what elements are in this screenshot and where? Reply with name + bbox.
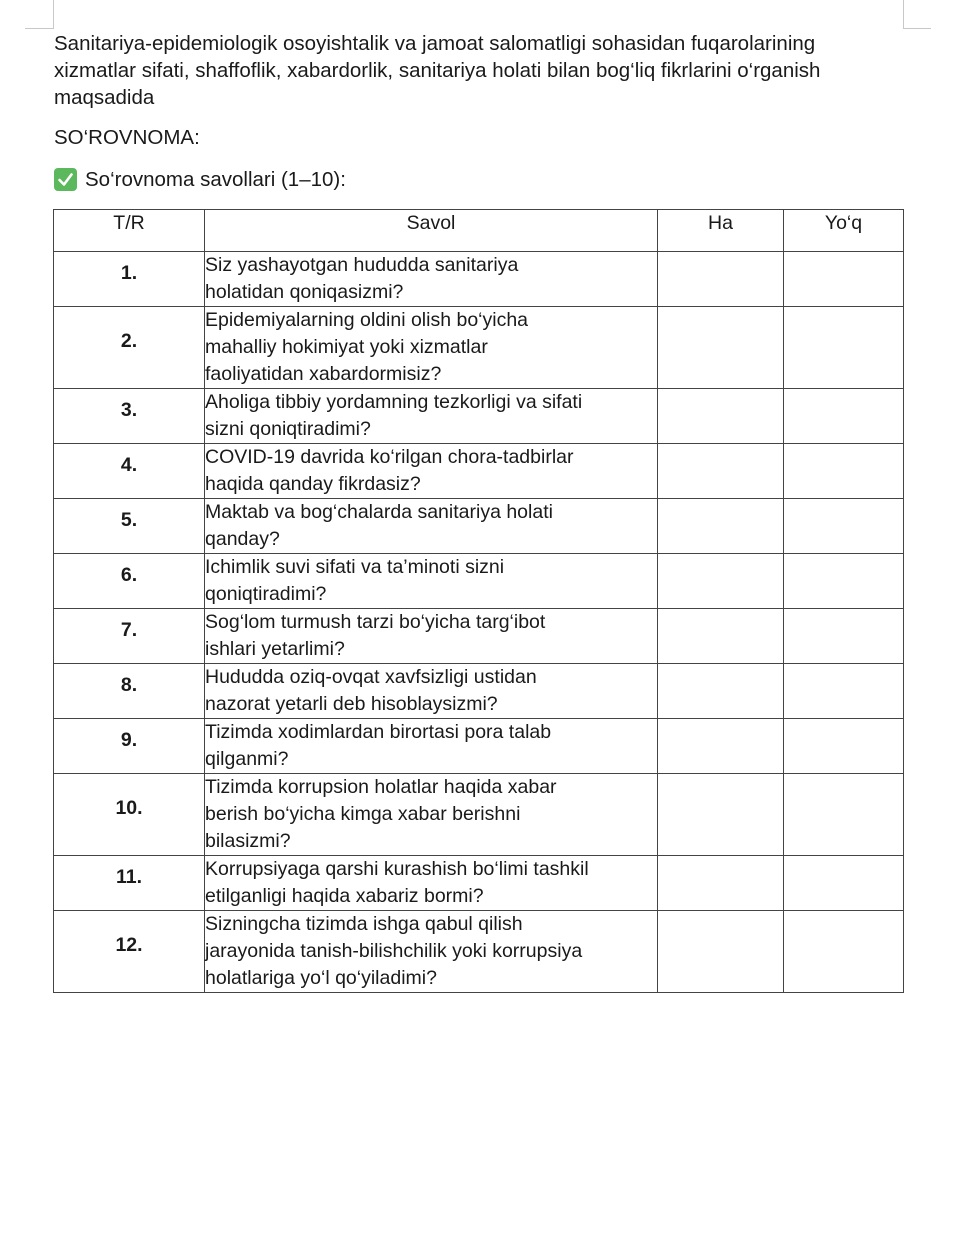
- question-line: qilganmi?: [205, 748, 289, 770]
- answer-no-cell[interactable]: [784, 609, 904, 664]
- row-number-text: 11.: [115, 865, 143, 888]
- answer-yes-cell[interactable]: [658, 609, 784, 664]
- table-row: [54, 307, 904, 389]
- row-number: [54, 252, 205, 307]
- table-row: [54, 389, 904, 444]
- row-number-text: 6.: [120, 563, 138, 586]
- question-line: holatidan qoniqasizmi?: [205, 281, 404, 303]
- heading-line: xizmatlar sifati, shaffoflik, xabardorlik, sanitariya holati bilan bog‘liq fikrlarini o‘rganish: [54, 59, 821, 82]
- question-line: Maktab va bog‘chalarda sanitariya holati: [205, 501, 553, 523]
- row-number-text: 3.: [120, 398, 138, 421]
- question-cell: [205, 389, 658, 444]
- page-corner-mark: [53, 0, 54, 28]
- row-number: [54, 664, 205, 719]
- header-yes: Ha: [658, 210, 784, 252]
- page-corner-mark: [903, 28, 931, 29]
- row-number-text: 9.: [120, 728, 138, 751]
- question-line: Tizimda korrupsion holatlar haqida xabar: [205, 776, 557, 798]
- answer-yes-cell[interactable]: [658, 911, 784, 993]
- answer-no-cell[interactable]: [784, 499, 904, 554]
- answer-yes-cell[interactable]: [658, 719, 784, 774]
- question-cell: [205, 609, 658, 664]
- question-line: Sizningcha tizimda ishga qabul qilish: [205, 913, 523, 935]
- question-line: Epidemiyalarning oldini olish bo‘yicha: [205, 309, 529, 331]
- question-line: nazorat yetarli deb hisoblaysizmi?: [205, 693, 498, 715]
- answer-yes-cell[interactable]: [658, 499, 784, 554]
- page-corner-mark: [903, 0, 904, 28]
- question-line: etilganligi haqida xabariz bormi?: [205, 885, 484, 907]
- question-cell: [205, 499, 658, 554]
- document-heading: [54, 30, 924, 111]
- question-line: jarayonida tanish-bilishchilik yoki korrupsiya: [205, 940, 583, 962]
- survey-table: [53, 209, 904, 993]
- question-cell: [205, 856, 658, 911]
- answer-yes-cell[interactable]: [658, 774, 784, 856]
- answer-no-cell[interactable]: [784, 664, 904, 719]
- row-number-text: 2.: [120, 330, 138, 352]
- question-line: haqida qanday fikrdasiz?: [205, 473, 421, 495]
- question-line: sizni qoniqtiradimi?: [205, 418, 371, 440]
- row-number: [54, 444, 205, 499]
- question-cell: [205, 719, 658, 774]
- question-line: mahalliy hokimiyat yoki xizmatlar: [205, 336, 488, 358]
- question-line: Tizimda xodimlardan birortasi pora talab: [205, 721, 552, 743]
- heading-line: maqsadida: [54, 86, 155, 109]
- table-row: [54, 554, 904, 609]
- table-row: [54, 774, 904, 856]
- row-number: [54, 499, 205, 554]
- answer-yes-cell[interactable]: [658, 444, 784, 499]
- row-number: [54, 856, 205, 911]
- answer-yes-cell[interactable]: [658, 389, 784, 444]
- section-title-text: So‘rovnoma savollari (1–10):: [85, 168, 346, 191]
- question-cell: [205, 664, 658, 719]
- table-row: [54, 856, 904, 911]
- header-no: Yo‘q: [784, 210, 904, 252]
- row-number-text: 1.: [120, 261, 138, 284]
- table-header-row: [54, 210, 904, 252]
- table-row: [54, 911, 904, 993]
- row-number: [54, 307, 205, 389]
- table-row: [54, 719, 904, 774]
- answer-no-cell[interactable]: [784, 307, 904, 389]
- table-row: [54, 499, 904, 554]
- question-cell: [205, 252, 658, 307]
- row-number: [54, 609, 205, 664]
- answer-yes-cell[interactable]: [658, 554, 784, 609]
- table-row: [54, 444, 904, 499]
- check-mark-button-icon: [54, 168, 77, 191]
- row-number-text: 8.: [120, 673, 138, 696]
- question-line: berish bo‘yicha kimga xabar berishni: [205, 803, 521, 825]
- row-number: [54, 554, 205, 609]
- question-cell: [205, 444, 658, 499]
- question-cell: [205, 911, 658, 993]
- answer-no-cell[interactable]: [784, 911, 904, 993]
- row-number: [54, 389, 205, 444]
- row-number: [54, 911, 205, 993]
- question-line: COVID-19 davrida ko‘rilgan chora-tadbirlar: [205, 446, 574, 468]
- answer-yes-cell[interactable]: [658, 856, 784, 911]
- table-row: [54, 252, 904, 307]
- survey-label: SO‘ROVNOMA:: [54, 126, 200, 149]
- answer-no-cell[interactable]: [784, 444, 904, 499]
- answer-yes-cell[interactable]: [658, 307, 784, 389]
- row-number: [54, 719, 205, 774]
- header-question: Savol: [205, 210, 658, 252]
- question-line: qoniqtiradimi?: [205, 583, 327, 605]
- question-line: bilasizmi?: [205, 830, 291, 852]
- question-line: Sog‘lom turmush tarzi bo‘yicha targ‘ibot: [205, 611, 546, 633]
- row-number-text: 12.: [115, 934, 143, 956]
- page-corner-mark: [25, 28, 54, 29]
- question-line: Aholiga tibbiy yordamning tezkorligi va sifati: [205, 391, 583, 413]
- answer-no-cell[interactable]: [784, 554, 904, 609]
- answer-no-cell[interactable]: [784, 719, 904, 774]
- question-line: Hududda oziq-ovqat xavfsizligi ustidan: [205, 666, 537, 688]
- header-number: T/R: [54, 210, 205, 252]
- answer-no-cell[interactable]: [784, 389, 904, 444]
- row-number: [54, 774, 205, 856]
- answer-yes-cell[interactable]: [658, 252, 784, 307]
- section-title: [54, 166, 346, 193]
- question-cell: [205, 774, 658, 856]
- question-line: Korrupsiyaga qarshi kurashish bo‘limi tashkil: [205, 858, 589, 880]
- question-cell: [205, 554, 658, 609]
- table-row: [54, 664, 904, 719]
- answer-yes-cell[interactable]: [658, 664, 784, 719]
- row-number-text: 4.: [120, 453, 138, 476]
- row-number-text: 7.: [120, 618, 138, 641]
- question-line: faoliyatidan xabardormisiz?: [205, 363, 442, 385]
- question-line: ishlari yetarlimi?: [205, 638, 345, 660]
- table-row: [54, 609, 904, 664]
- answer-no-cell[interactable]: [784, 856, 904, 911]
- answer-no-cell[interactable]: [784, 774, 904, 856]
- question-line: qanday?: [205, 528, 280, 550]
- question-line: holatlariga yo‘l qo‘yiladimi?: [205, 967, 437, 989]
- answer-no-cell[interactable]: [784, 252, 904, 307]
- question-line: Ichimlik suvi sifati va ta’minoti sizni: [205, 556, 505, 578]
- question-line: Siz yashayotgan hududda sanitariya: [205, 254, 519, 276]
- row-number-text: 5.: [120, 508, 138, 531]
- row-number-text: 10.: [115, 797, 143, 819]
- survey-table-body: [54, 252, 904, 993]
- heading-line: Sanitariya-epidemiologik osoyishtalik va jamoat salomatligi sohasidan fuqarolarining: [54, 32, 816, 55]
- question-cell: [205, 307, 658, 389]
